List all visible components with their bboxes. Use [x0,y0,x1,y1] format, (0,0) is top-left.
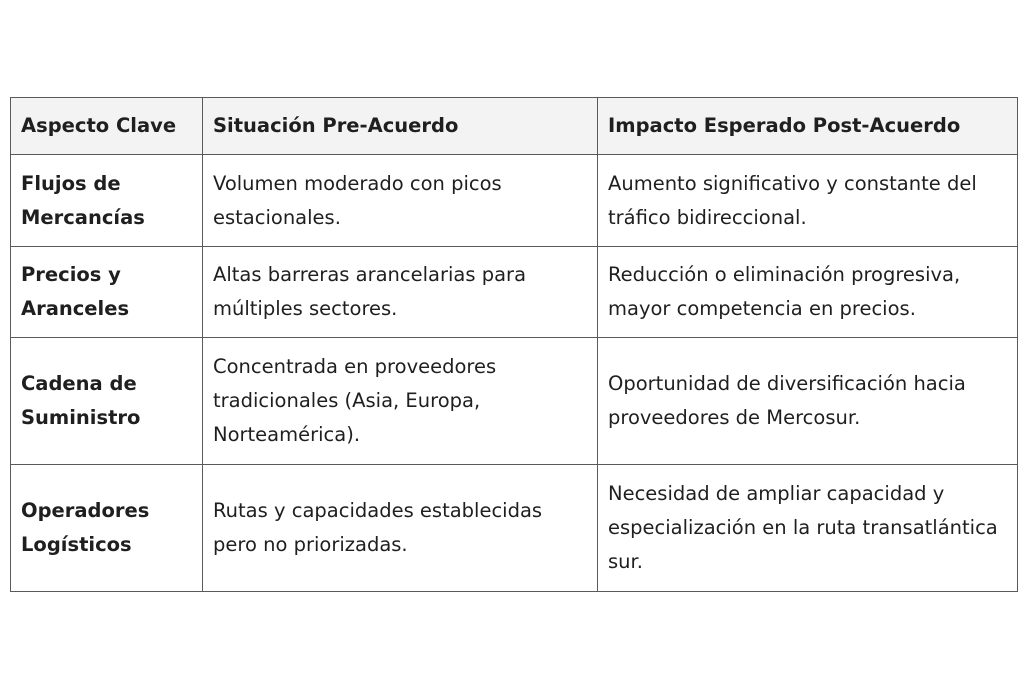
row-post: Aumento significativo y constante del tráfico bidireccional. [598,155,1018,247]
table-row [11,155,1018,247]
row-aspect: Flujos de Mercancías [11,155,203,247]
row-post: Oportunidad de diversificación hacia proveedores de Mercosur. [598,338,1018,465]
row-aspect: Operadores Logísticos [11,465,203,592]
header-aspect: Aspecto Clave [11,98,203,155]
table-body [11,155,1018,592]
row-pre: Volumen moderado con picos estacionales. [203,155,598,247]
header-row [11,98,1018,155]
table-row [11,247,1018,338]
table-header [11,98,1018,155]
row-post: Reducción o eliminación progresiva, mayor competencia en precios. [598,247,1018,338]
row-pre: Altas barreras arancelarias para múltiples sectores. [203,247,598,338]
comparison-table [10,97,1018,592]
table-row [11,465,1018,592]
row-aspect: Precios y Aranceles [11,247,203,338]
row-post: Necesidad de ampliar capacidad y especialización en la ruta transatlántica sur. [598,465,1018,592]
row-aspect: Cadena de Suministro [11,338,203,465]
header-pre-agreement: Situación Pre-Acuerdo [203,98,598,155]
table-row [11,338,1018,465]
comparison-table-container [10,97,1017,592]
row-pre: Concentrada en proveedores tradicionales (Asia, Europa, Norteamérica). [203,338,598,465]
header-post-agreement: Impacto Esperado Post-Acuerdo [598,98,1018,155]
row-pre: Rutas y capacidades establecidas pero no priorizadas. [203,465,598,592]
